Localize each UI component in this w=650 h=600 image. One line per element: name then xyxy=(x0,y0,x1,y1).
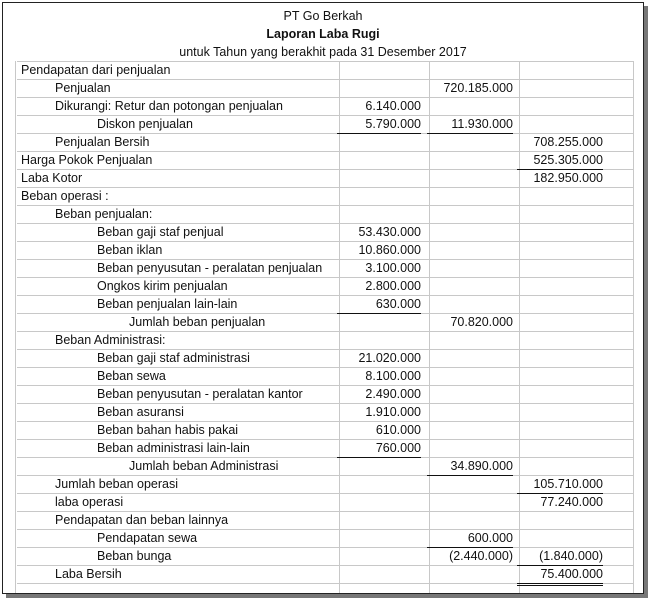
statement-row xyxy=(17,421,633,440)
amount-total: (1.840.000) xyxy=(517,547,603,566)
statement-row xyxy=(17,385,633,404)
statement-row xyxy=(17,349,633,368)
row-label: Jumlah beban operasi xyxy=(55,477,178,491)
statement-row xyxy=(17,367,633,386)
row-label: Beban bahan habis pakai xyxy=(97,423,239,437)
statement-row xyxy=(17,205,633,224)
statement-row xyxy=(17,457,633,476)
row-label: Laba Bersih xyxy=(55,567,122,581)
income-statement-sheet xyxy=(2,2,644,594)
row-label: Beban penyusutan - peralatan kantor xyxy=(97,387,303,401)
row-label: Beban administrasi lain-lain xyxy=(97,441,250,455)
statement-row xyxy=(17,475,633,494)
row-label: Harga Pokok Penjualan xyxy=(21,153,153,167)
amount-detail: 8.100.000 xyxy=(365,369,421,383)
row-label: Dikurangi: Retur dan potongan penjualan xyxy=(55,99,283,113)
amount-subtotal: 11.930.000 xyxy=(427,115,513,134)
row-label: Penjualan Bersih xyxy=(55,135,150,149)
row-label: Beban bunga xyxy=(97,549,172,563)
row-label: Ongkos kirim penjualan xyxy=(97,279,228,293)
amount-subtotal: 70.820.000 xyxy=(450,315,513,329)
statement-row xyxy=(17,403,633,422)
statement-row xyxy=(17,61,633,80)
amount-detail: 21.020.000 xyxy=(358,351,421,365)
statement-row xyxy=(17,133,633,152)
amount-detail: 5.790.000 xyxy=(337,115,421,134)
statement-row xyxy=(17,295,633,314)
amount-detail: 760.000 xyxy=(337,439,421,458)
amount-detail: 610.000 xyxy=(375,423,421,437)
row-label: Beban penjualan: xyxy=(55,207,153,221)
statement-row xyxy=(17,565,633,584)
amount-total: 75.400.000 xyxy=(517,565,603,586)
row-label: Pendapatan dan beban lainnya xyxy=(55,513,229,527)
row-label: Jumlah beban penjualan xyxy=(129,315,266,329)
row-label: Beban Administrasi: xyxy=(55,333,166,347)
row-label: Beban penyusutan - peralatan penjualan xyxy=(97,261,323,275)
row-label: laba operasi xyxy=(55,495,124,509)
statement-row xyxy=(17,223,633,242)
statement-row xyxy=(17,547,633,566)
grid-column-line xyxy=(633,61,634,594)
row-label: Beban gaji staf penjual xyxy=(97,225,224,239)
statement-row xyxy=(17,313,633,332)
statement-period: untuk Tahun yang berakhit pada 31 Desember 2017 xyxy=(179,45,467,59)
amount-total: 182.950.000 xyxy=(533,171,603,185)
amount-subtotal: 720.185.000 xyxy=(443,81,513,95)
amount-detail: 2.490.000 xyxy=(365,387,421,401)
amount-detail: 1.910.000 xyxy=(365,405,421,419)
statement-row xyxy=(17,115,633,134)
company-name: PT Go Berkah xyxy=(283,9,363,23)
amount-detail: 6.140.000 xyxy=(365,99,421,113)
amount-detail: 3.100.000 xyxy=(365,261,421,275)
amount-subtotal: (2.440.000) xyxy=(449,549,513,563)
statement-row xyxy=(17,439,633,458)
statement-row xyxy=(17,259,633,278)
statement-row xyxy=(17,97,633,116)
amount-detail: 10.860.000 xyxy=(358,243,421,257)
amount-detail: 2.800.000 xyxy=(365,279,421,293)
amount-total: 77.240.000 xyxy=(540,495,603,509)
amount-total: 708.255.000 xyxy=(533,135,603,149)
amount-subtotal: 600.000 xyxy=(427,529,513,548)
row-label: Pendapatan sewa xyxy=(97,531,198,545)
statement-row xyxy=(17,493,633,512)
statement-row xyxy=(17,277,633,296)
amount-total: 525.305.000 xyxy=(517,151,603,170)
statement-row xyxy=(17,529,633,548)
statement-row xyxy=(17,79,633,98)
grid-column-line xyxy=(15,61,16,594)
statement-row xyxy=(17,169,633,188)
row-label: Beban iklan xyxy=(97,243,163,257)
row-label: Beban operasi : xyxy=(21,189,109,203)
statement-title: Laporan Laba Rugi xyxy=(266,27,380,41)
row-label: Penjualan xyxy=(55,81,111,95)
statement-row xyxy=(17,187,633,206)
amount-total: 105.710.000 xyxy=(517,475,603,494)
row-label: Beban gaji staf administrasi xyxy=(97,351,250,365)
row-label: Pendapatan dari penjualan xyxy=(21,63,171,77)
statement-row xyxy=(17,331,633,350)
statement-row xyxy=(17,511,633,530)
amount-detail: 53.430.000 xyxy=(358,225,421,239)
amount-subtotal: 34.890.000 xyxy=(427,457,513,476)
amount-detail: 630.000 xyxy=(337,295,421,314)
statement-row xyxy=(17,151,633,170)
row-label: Diskon penjualan xyxy=(97,117,193,131)
row-label: Beban penjualan lain-lain xyxy=(97,297,238,311)
row-label: Jumlah beban Administrasi xyxy=(129,459,279,473)
row-label: Laba Kotor xyxy=(21,171,83,185)
statement-row xyxy=(17,241,633,260)
row-label: Beban sewa xyxy=(97,369,166,383)
row-label: Beban asuransi xyxy=(97,405,184,419)
